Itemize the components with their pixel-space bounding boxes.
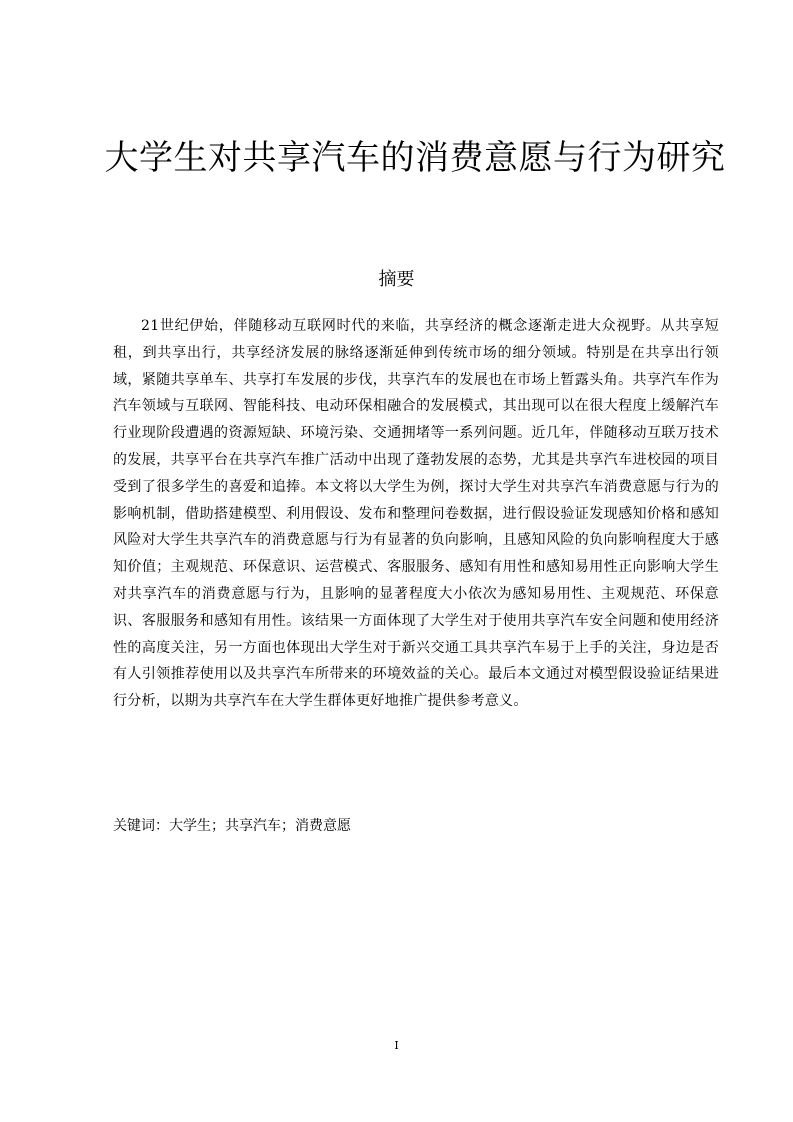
abstract-body: 21世纪伊始，伴随移动互联网时代的来临，共享经济的概念逐渐走进大众视野。从共享短租，到共享出行，共享经济发展的脉络逐渐延伸到传统市场的细分领域。特别是在共享出行领域，紧随共享单车、共享打车发展的步伐，共享汽车的发展也在市场上暂露头角。共享汽车作为汽车领域与互联网、智能科技、电动环保相融合的发展模式，其出现可以在很大程度上缓解汽车行业现阶段遭遇的资源短缺、环境污染、交通拥堵等一系列问题。近几年，伴随移动互联万技术的发展，共享平台在共享汽车推广活动中出现了蓬勃发展的态势，尤其是共享汽车进校园的项目受到了很多学生的喜爱和追捧。本文将以大学生为例，探讨大学生对共享汽车消费意愿与行为的影响机制，借助搭建模型、利用假设、发布和整理问卷数据，进行假设验证发现感知价格和感知风险对大学生共享汽车的消费意愿与行为有显著的负向影响，且感知风险的负向影响程度大于感知价值；主观规范、环保意识、运营模式、客服服务、感知有用性和感知易用性正向影响大学生对共享汽车的消费意愿与行为，且影响的显著程度大小依次为感知易用性、主观规范、环保意识、客服服务和感知有用性。该结果一方面体现了大学生对于使用共享汽车安全问题和使用经济性的高度关注，另一方面也体现出大学生对于新兴交通工具共享汽车易于上手的关注，身边是否有人引领推荐使用以及共享汽车所带来的环境效益的关心。最后本文通过对模型假设验证结果进行分析，以期为共享汽车在大学生群体更好地推广提供参考意义。 (113, 318, 719, 710)
keywords-line: 关键词：大学生；共享汽车；消费意愿 (113, 818, 351, 834)
document-title: 大学生对共享汽车的消费意愿与行为研究 (104, 138, 726, 178)
page-number: I (394, 1039, 399, 1052)
abstract-heading: 摘要 (378, 269, 415, 290)
